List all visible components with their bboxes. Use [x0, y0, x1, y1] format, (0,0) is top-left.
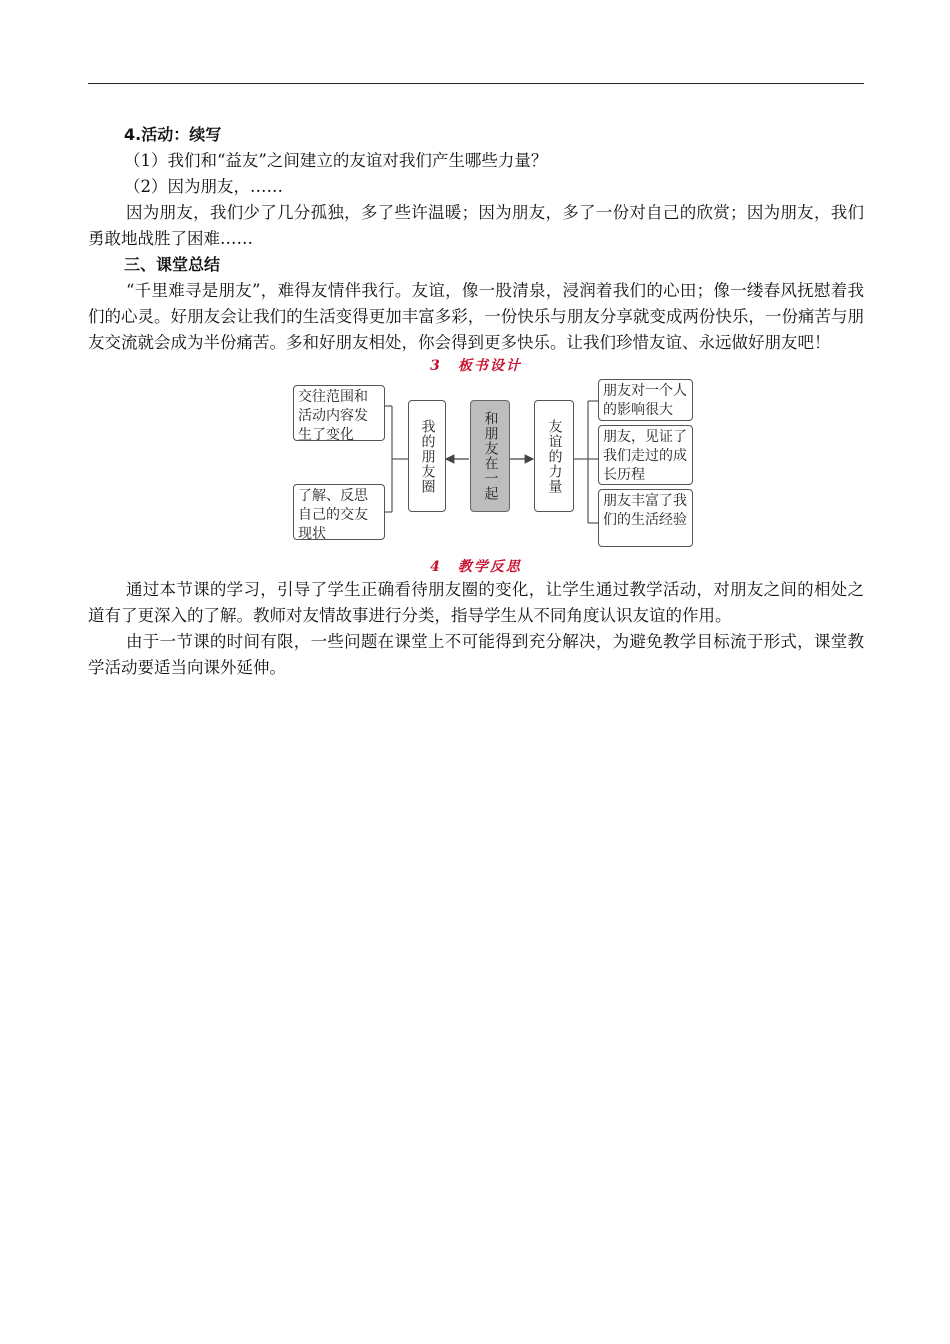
activity-question-1: （1）我们和“益友”之间建立的友谊对我们产生哪些力量？	[124, 151, 548, 170]
box-friend-influence: 朋友对一个人的影响很大	[598, 379, 693, 421]
activity-answer: 因为朋友，我们少了几分孤独，多了些许温暖；因为朋友，多了一份对自己的欣赏；因为朋友，我们勇敢地战胜了困难……	[88, 203, 864, 248]
box-my-friend-circle: 我的朋友圈	[408, 400, 446, 512]
box-with-friends: 和朋友在一起	[470, 400, 510, 512]
summary-text: “千里难寻是朋友”，难得友情伴我行。友谊，像一股清泉，浸润着我们的心田；像一缕春风抚慰着我们的心灵。好朋友会让我们的生活变得更加丰富多彩，一份快乐与朋友分享就变成两份快乐，一份痛苦与朋友交流就会成为半份痛苦。多和好朋友相处，你会得到更多快乐。让我们珍惜友谊、永远做好朋友吧！	[88, 281, 864, 352]
reflection-paragraph-2: 由于一节课的时间有限，一些问题在课堂上不可能得到充分解决，为避免教学目标流于形式，课堂教学活动要适当向课外延伸。	[88, 632, 864, 677]
box-friend-enrich: 朋友丰富了我们的生活经验	[598, 489, 693, 547]
board-diagram	[88, 379, 864, 555]
activity-heading: 4.活动：续写	[124, 125, 222, 144]
box-scope-change: 交往范围和活动内容发生了变化	[293, 385, 385, 441]
box-reflect-friendship: 了解、反思自己的交友现状	[293, 484, 385, 540]
activity-question-2: （2）因为朋友，……	[124, 177, 283, 196]
reflection-title: 4 教学反思	[430, 559, 522, 575]
summary-heading: 三、课堂总结	[124, 255, 221, 274]
box-friend-witness: 朋友，见证了我们走过的成长历程	[598, 425, 693, 485]
reflection-paragraph-1: 通过本节课的学习，引导了学生正确看待朋友圈的变化，让学生通过教学活动，对朋友之间的相处之道有了更深入的了解。教师对友情故事进行分类，指导学生从不同角度认识友谊的作用。	[88, 580, 864, 625]
header-rule	[88, 83, 864, 84]
box-power-of-friendship: 友谊的力量	[534, 400, 574, 512]
board-design-title: 3 板书设计	[430, 358, 522, 374]
main-content	[88, 122, 864, 681]
